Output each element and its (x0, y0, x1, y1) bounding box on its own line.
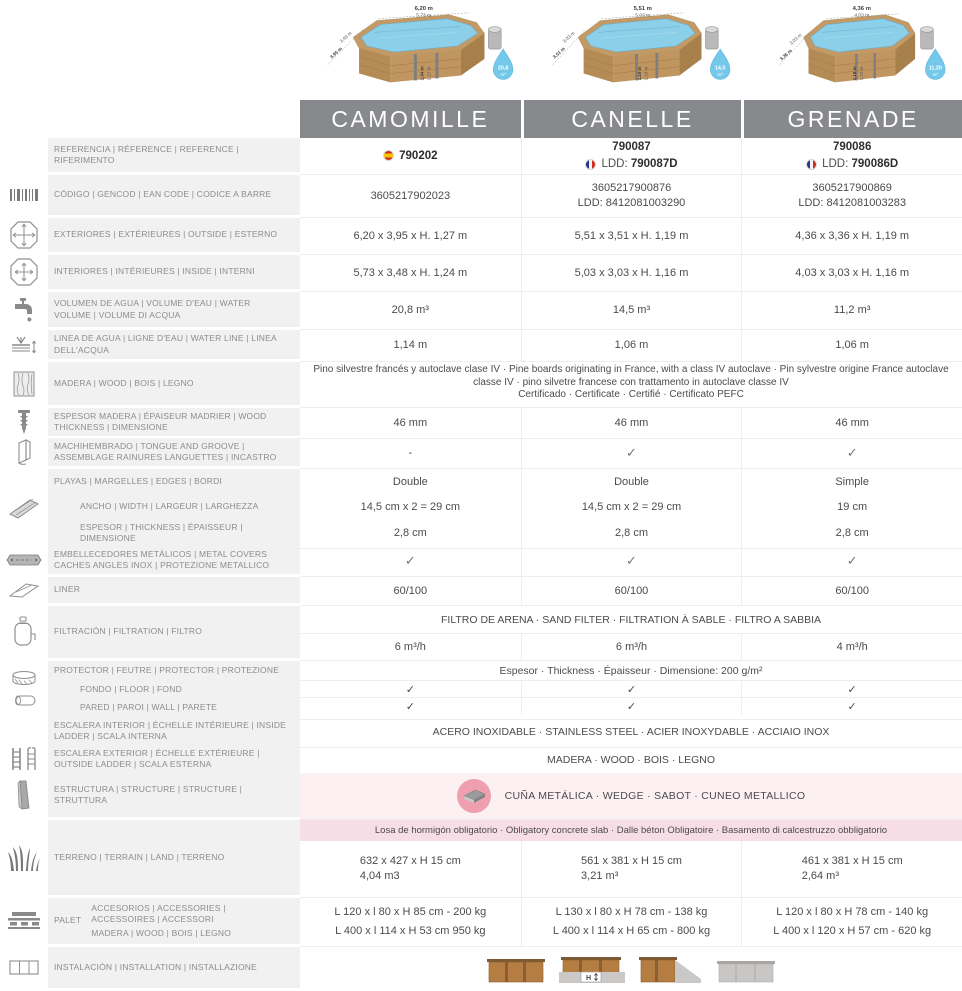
water-line-grenade: 1,06 m (741, 330, 962, 362)
height-label: H (586, 975, 592, 982)
filter-flow-grenade: 4 m³/h (741, 634, 962, 660)
outside-dimensions-icon (9, 220, 39, 250)
floor-felt-grenade: ✓ (741, 681, 962, 697)
pool-filter-unit (705, 27, 718, 50)
dim-outer-height: 1,34 m (420, 66, 426, 81)
metal-wedge-icon (457, 779, 491, 813)
outside-dim-canelle: 5,51 x 3,51 x H. 1,19 m (521, 218, 742, 255)
wood-description: Pino silvestre francés y autoclave clase IV · Pine boards originating in France, with a class IV autoclave · Pin sylvestre origine France autoclave classe IV · pino silvetre francese con trattamento in autoclave classe IV (313, 364, 949, 388)
filter-flow-camomille: 6 m³/h (394, 641, 426, 653)
row-terreno (0, 820, 962, 898)
dim-outer-length: 4,36 m (852, 5, 871, 12)
wall-felt-canelle: ✓ (521, 698, 742, 715)
row-protector (0, 661, 962, 717)
dim-outer-width: 3,51 m (551, 46, 567, 60)
row-instalacion (0, 947, 962, 991)
row-label: PROTECTOR | FEUTRE | PROTECTOR | PROTEZIONE (54, 665, 280, 676)
liner-canelle: 60/100 (521, 577, 742, 606)
edge-type-canelle: Double (521, 469, 742, 494)
installation-buried-diagram (715, 953, 777, 985)
water-line-camomille: 1,14 m (300, 330, 521, 362)
installation-icon (9, 960, 39, 975)
product-name-grenade: GRENADE (744, 100, 962, 138)
terrain-grenade: 461 x 381 x H 15 cm 2,64 m³ (741, 841, 962, 897)
wood-thickness-canelle: 46 mm (521, 408, 742, 439)
inside-dimensions-icon (9, 257, 39, 287)
row-espesor-madera (0, 408, 962, 438)
row-label-group (48, 898, 300, 947)
wood-thickness-grenade: 46 mm (741, 408, 962, 439)
terrain-values (300, 820, 962, 898)
water-line-canelle: 1,06 m (521, 330, 742, 362)
dim-outer-length: 5,51 m (633, 5, 652, 12)
felt-pad-icon (11, 670, 37, 688)
pool-image-canelle (521, 0, 742, 100)
row-label: EMBELLECEDORES METÁLICOS | METAL COVERS CACHES ANGLES INOX | PROTEZIONE METALLICO (48, 546, 300, 577)
pool-filter-unit (920, 27, 933, 50)
row-label: FILTRACIÓN | FILTRATION | FILTRO (48, 606, 300, 661)
pallet-camomille: L 120 x l 80 x H 85 cm - 200 kg L 400 x l 114 x H 53 cm 950 kg (300, 898, 521, 947)
metal-covers-canelle: ✓ (521, 546, 742, 577)
row-label: CÓDIGO | GENCOD | EAN CODE | CODICE A BARRE (48, 175, 300, 218)
row-machihembrado (0, 438, 962, 469)
row-label: MADERA | WOOD | BOIS | LEGNO (48, 362, 300, 408)
filter-flow-canelle: 6 m³/h (521, 634, 742, 660)
row-label-group (48, 469, 300, 549)
water-line-icon (10, 335, 38, 355)
dim-inner-width: 3,03 m (788, 32, 803, 46)
dim-outer-height: 1,16 m (636, 66, 642, 81)
row-filtracion (0, 606, 962, 661)
installation-above-ground-diagram (485, 953, 547, 985)
row-label-group (48, 661, 300, 720)
concrete-slab-note: Losa de hormigón obligatorio · Obligatory concrete slab · Dalle béton Obligatoire · Basamento di calcestruzzo obbligatorio (300, 820, 962, 841)
liner-camomille: 60/100 (300, 577, 521, 606)
wood-spec-span (300, 362, 962, 408)
metal-covers-grenade: ✓ (741, 546, 962, 577)
product-header-row (0, 100, 962, 138)
outside-dim-grenade: 4,36 x 3,36 x H. 1,19 m (741, 218, 962, 255)
row-label: REFERENCIA | RÉFERENCE | REFERENCE | RIFERIMENTO (48, 138, 300, 175)
reference-grenade: 790086 LDD: 790086D (741, 138, 962, 175)
water-volume-canelle: 14,5 m³ (521, 292, 742, 330)
row-label: INSTALACIÓN | INSTALLATION | INSTALLAZIONE (48, 947, 300, 991)
header-spacer (0, 100, 300, 138)
ean-grenade: 3605217900869 LDD: 8412081003283 (741, 175, 962, 218)
france-flag-icon (585, 159, 596, 170)
floor-felt-camomille: ✓ (405, 683, 415, 696)
pallet-canelle: L 130 x l 80 x H 78 cm - 138 kg L 400 x l 114 x H 65 cm - 800 kg (521, 898, 742, 947)
svg-text:11,20: 11,20 (928, 65, 942, 72)
dim-outer-width: 3,36 m (778, 48, 793, 62)
terrain-canelle: 561 x 381 x H 15 cm 3,21 m³ (521, 841, 742, 897)
tongue-groove-grenade: ✓ (741, 438, 962, 469)
dim-inner-length: 5,03 m (635, 13, 651, 19)
row-referencia (0, 138, 962, 175)
structure-span (300, 773, 962, 820)
wood-certification: Certificado · Certificate · Certifié · Certificato PEFC (518, 389, 744, 400)
france-flag-icon (806, 159, 817, 170)
row-label: MACHIHEMBRADO | TONGUE AND GROOVE | ASSEMBLAGE RAINURES LANGUETTES | INCASTRO (48, 438, 300, 469)
svg-text:m³: m³ (932, 71, 938, 77)
dim-outer-length: 6,20 m (414, 5, 434, 12)
row-label: PALET (54, 915, 82, 926)
installation-semi-buried-diagram (559, 953, 625, 985)
row-sublabel-ancho: ANCHO | WIDTH | LARGEUR | LARGHEZZA (80, 501, 259, 512)
edge-width-grenade: 19 cm (741, 494, 962, 520)
svg-text:14,5: 14,5 (714, 65, 726, 72)
row-linea-agua (0, 330, 962, 362)
edge-thickness-grenade: 2,8 cm (741, 520, 962, 546)
felt-roll-icon (11, 694, 37, 708)
row-label: LINER (48, 577, 300, 606)
inside-dim-camomille: 5,73 x 3,48 x H. 1,24 m (300, 255, 521, 292)
reference-canelle: 790087 LDD: 790087D (521, 138, 742, 175)
floor-felt-canelle: ✓ (521, 681, 742, 697)
water-tap-icon (12, 297, 36, 323)
pool-illustration-canelle (523, 2, 739, 100)
metal-covers-camomille: ✓ (300, 546, 521, 577)
row-madera (0, 362, 962, 408)
tongue-groove-canelle: ✓ (521, 438, 742, 469)
svg-text:20,8: 20,8 (498, 65, 509, 72)
ean-canelle: 3605217900876 LDD: 8412081003290 (521, 175, 742, 218)
pool-illustration-camomille (302, 2, 518, 100)
spain-flag-icon (383, 150, 394, 161)
pool-image-grenade (741, 0, 962, 100)
reference-camomille: 790202 (300, 138, 521, 175)
product-name-camomille: CAMOMILLE (300, 100, 521, 138)
wall-felt-camomille: ✓ (405, 701, 415, 713)
row-liner (0, 577, 962, 606)
edge-width-camomille: 14,5 cm x 2 = 29 cm (360, 501, 460, 513)
row-label: LINEA DE AGUA | LIGNE D'EAU | WATER LINE | LINEA DELL'ACQUA (48, 330, 300, 362)
row-escalera-exterior (0, 745, 962, 773)
pallet-wood-label: MADERA | WOOD | BOIS | LEGNO (91, 928, 232, 939)
row-palet (0, 898, 962, 947)
row-sublabel-pared: PARED | PAROI | WALL | PARETE (80, 702, 217, 713)
filter-type-span: FILTRO DE ARENA · SAND FILTER · FILTRATION À SABLE · FILTRO A SABBIA (300, 606, 962, 634)
tongue-groove-plank-icon (15, 438, 33, 466)
edge-type-grenade: Simple (741, 469, 962, 494)
water-volume-camomille: 20,8 m³ (300, 292, 521, 330)
dim-inner-width: 3,48 m (339, 30, 354, 44)
row-playas (0, 469, 962, 546)
row-label: PLAYAS | MARGELLES | EDGES | BORDI (54, 475, 223, 486)
barcode-icon (9, 187, 39, 203)
installation-diagrams (300, 947, 962, 991)
edges-values (300, 469, 962, 549)
edge-type-camomille: Double (392, 475, 428, 488)
dim-outer-height: 1,16 m (851, 66, 857, 81)
row-interiores (0, 255, 962, 292)
caliper-icon (16, 408, 32, 436)
installation-sloped-terrain-diagram (637, 953, 703, 985)
edge-thickness-canelle: 2,8 cm (521, 520, 742, 546)
liner-grenade: 60/100 (741, 577, 962, 606)
dim-outer-width: 3,95 m (329, 46, 344, 60)
terrain-camomille: 632 x 427 x H 15 cm 4,04 m3 (359, 855, 461, 882)
row-label: ESCALERA INTERIOR | ÉCHELLE INTÉRIEURE | INSIDE LADDER | SCALA INTERNA (48, 717, 300, 748)
pool-illustration-grenade (744, 2, 960, 100)
tongue-groove-camomille: - (300, 438, 521, 469)
dim-inner-length: 4,03 m (853, 13, 869, 19)
water-drop-volume-badge (494, 49, 514, 79)
svg-text:m³: m³ (500, 71, 507, 77)
outside-ladder-span: MADERA · WOOD · BOIS · LEGNO (300, 745, 962, 776)
pallet-grenade: L 120 x l 80 x H 78 cm - 140 kg L 400 x l 120 x H 57 cm - 620 kg (741, 898, 962, 947)
wedge-profile-icon (16, 779, 32, 811)
inside-dim-canelle: 5,03 x 3,03 x H. 1,16 m (521, 255, 742, 292)
dim-inner-height: 1,19 m (858, 66, 864, 81)
pool-edges-icon (8, 496, 40, 520)
images-row-spacer (0, 0, 300, 100)
row-escalera-interior (0, 717, 962, 745)
row-sublabel-fondo: FONDO | FLOOR | FOND (80, 684, 182, 695)
row-volumen (0, 292, 962, 330)
water-drop-volume-badge (925, 49, 945, 79)
dim-inner-width: 3,03 m (561, 30, 576, 44)
dim-inner-height: 1,19 m (643, 66, 649, 81)
row-label: TERRENO | TERRAIN | LAND | TERRENO (48, 820, 300, 898)
structure-text: CUÑA METÁLICA · WEDGE · SABOT · CUNEO METALLICO (504, 790, 806, 802)
row-codigo (0, 175, 962, 218)
protector-spec-span: Espesor · Thickness · Épaisseur · Dimensione: 200 g/m² (300, 661, 962, 681)
row-exteriores (0, 218, 962, 255)
edge-thickness-camomille: 2,8 cm (393, 527, 427, 539)
outside-dim-camomille: 6,20 x 3,95 x H. 1,27 m (300, 218, 521, 255)
row-sublabel-espesor: ESPESOR | THICKNESS | ÉPAISSEUR | DIMENSIONE (80, 521, 243, 543)
sand-filter-icon (11, 616, 37, 648)
row-label: INTERIORES | INTÉRIEURES | INSIDE | INTERNI (48, 255, 300, 292)
metal-cover-icon (6, 554, 42, 566)
inside-dim-grenade: 4,03 x 3,03 x H. 1,16 m (741, 255, 962, 292)
product-name-canelle: CANELLE (524, 100, 742, 138)
row-label: EXTERIORES | EXTÉRIEURES | OUTSIDE | ESTERNO (48, 218, 300, 255)
water-drop-volume-badge (710, 49, 730, 79)
ean-camomille: 3605217902023 (300, 175, 521, 218)
row-label: ESTRUCTURA | STRUCTURE | STRUCTURE | STRUTTURA (48, 773, 300, 820)
pool-images-row (0, 0, 962, 100)
filtration-values (300, 606, 962, 661)
pallet-accessories-label: ACCESORIOS | ACCESSORIES | ACCESSOIRES | ACCESSORI (91, 902, 226, 924)
inside-ladder-span: ACERO INOXIDABLE · STAINLESS STEEL · ACIER INOXYDABLE · ACCIAIO INOX (300, 717, 962, 748)
svg-text:m³: m³ (717, 71, 723, 77)
wood-texture-icon (12, 370, 36, 398)
row-label: ESCALERA EXTERIOR | ÉCHELLE EXTÉRIEURE | OUTSIDE LADDER | SCALA ESTERNA (48, 745, 300, 776)
row-embellecedores (0, 546, 962, 577)
wall-felt-grenade: ✓ (741, 698, 962, 715)
pool-image-camomille (300, 0, 521, 100)
row-label: VOLUMEN DE AGUA | VOLUME D'EAU | WATER VOLUME | VOLUME DI ACQUA (48, 292, 300, 330)
dim-inner-length: 5,73 m (416, 13, 432, 19)
row-estructura (0, 773, 962, 820)
pallet-icon (6, 911, 42, 931)
ladder-icon (9, 746, 39, 772)
pool-filter-unit (489, 27, 502, 50)
water-volume-grenade: 11,2 m³ (741, 292, 962, 330)
grass-terrain-icon (7, 844, 41, 872)
protector-values (300, 661, 962, 720)
wood-thickness-camomille: 46 mm (300, 408, 521, 439)
liner-sheet-icon (8, 582, 40, 598)
row-label: ESPESOR MADERA | ÉPAISEUR MADRIER | WOOD THICKNESS | DIMENSIONE (48, 408, 300, 439)
dim-inner-height: 1,27 m (426, 66, 432, 81)
edge-width-canelle: 14,5 cm x 2 = 29 cm (521, 494, 742, 520)
